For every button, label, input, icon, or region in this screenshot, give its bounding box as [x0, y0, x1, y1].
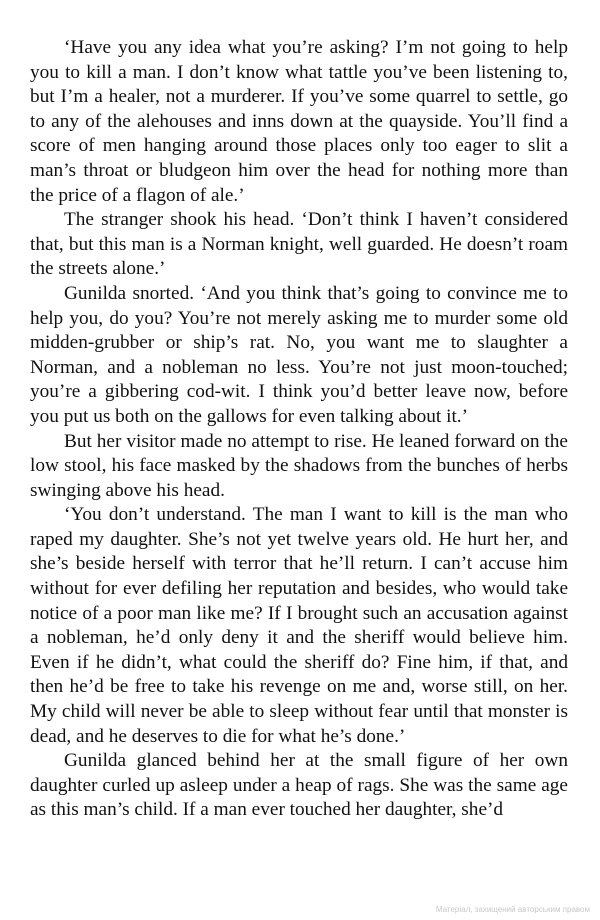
paragraph-4: But her visitor made no attempt to rise. He leaned forward on the low stool, his face masked by the shadows from the bunches of herbs swinging above his head. — [30, 430, 568, 501]
paragraph-2: The stranger shook his head. ‘Don’t think I haven’t considered that, but this man is a Norman knight, well guarded. He doesn’t roam the streets alone.’ — [30, 209, 568, 280]
paragraph-1: ‘Have you any idea what you’re asking? I’m not going to help you to kill a man. I don’t know what tattle you’ve been listening to, but I’m a healer, not a murderer. If you’ve some quarrel to settle, go to any of the alehouses and inns down at the quayside. You’ll find a score of men hanging around those places only too eager to slit a man’s throat or bludgeon him over the head for nothing more than the price of a flagon of ale.’ — [30, 37, 568, 206]
book-page-body — [30, 36, 568, 823]
paragraph-5: ‘You don’t understand. The man I want to kill is the man who raped my daughter. She’s not yet twelve years old. He hurt her, and she’s beside herself with terror that he’ll return. I can’t accuse him without for ever defiling her reputation and besides, who would take notice of a poor man like me? If I brought such an accusation against a nobleman, he’d only deny it and the sheriff would believe him. Even if he didn’t, what could the sheriff do? Fine him, if that, and then he’d be free to take his revenge on me and, worse still, on her. My child will never be able to sleep without fear until that monster is dead, and he deserves to die for what he’s done.’ — [30, 504, 568, 747]
paragraph-6: Gunilda glanced behind her at the small figure of her own daughter curled up asleep under a heap of rags. She was the same age as this man’s child. If a man ever touched her daughter, she’d — [30, 750, 568, 821]
copyright-watermark: Матеріал, захищений авторським правом — [435, 905, 590, 914]
paragraph-3: Gunilda snorted. ‘And you think that’s going to convince me to help you, do you? You’re not merely asking me to murder some old midden-grubber or ship’s rat. No, you want me to slaughter a Norman, and a nobleman no less. You’re not just moon-touched; you’re a gibbering cod-wit. I think you’d better leave now, before you put us both on the gallows for even talking about it.’ — [30, 282, 568, 427]
